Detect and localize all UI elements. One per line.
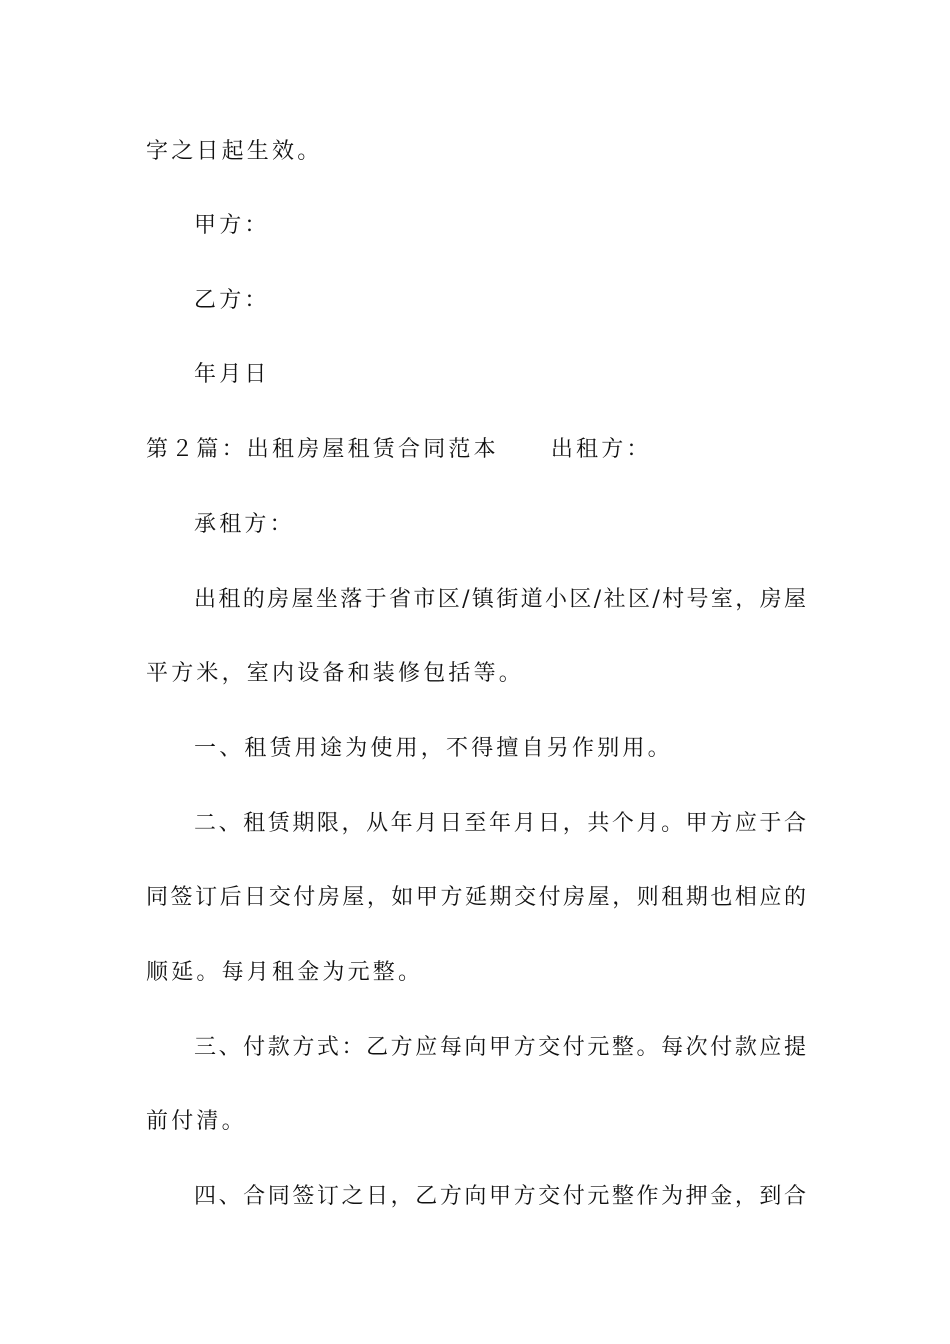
clause-1-purpose: 一、租赁用途为使用，不得擅自另作别用。 xyxy=(194,736,673,761)
section-heading-line xyxy=(146,435,806,465)
clause-3-payment-line-1: 三、付款方式：乙方应每向甲方交付元整。每次付款应提 xyxy=(194,1035,806,1060)
section-heading-title: 第２篇：出租房屋租赁合同范本 xyxy=(146,437,499,462)
clause-2-term-line-1: 二、租赁期限，从年月日至年月日，共个月。甲方应于合 xyxy=(194,811,806,836)
clause-2-term-line-3: 顺延。每月租金为元整。 xyxy=(146,960,424,985)
clause-2-term-line-2: 同签订后日交付房屋，如甲方延期交付房屋，则租期也相应的 xyxy=(146,885,806,910)
text-line-party-b: 乙方： xyxy=(194,288,270,313)
text-line-location-2: 平方米，室内设备和装修包括等。 xyxy=(146,661,525,686)
clause-3-payment-line-2: 前付清。 xyxy=(146,1109,247,1134)
text-line-party-a: 甲方： xyxy=(194,213,270,238)
text-line-location-1: 出租的房屋坐落于省市区/镇街道小区/社区/村号室，房屋 xyxy=(194,587,806,612)
lessee-label: 承租方： xyxy=(194,512,295,537)
text-line-effective: 字之日起生效。 xyxy=(146,139,323,164)
lessor-label: 出租方： xyxy=(550,437,652,462)
clause-4-deposit-line-1: 四、合同签订之日，乙方向甲方交付元整作为押金，到合 xyxy=(194,1184,806,1209)
text-line-date: 年月日 xyxy=(194,362,270,387)
